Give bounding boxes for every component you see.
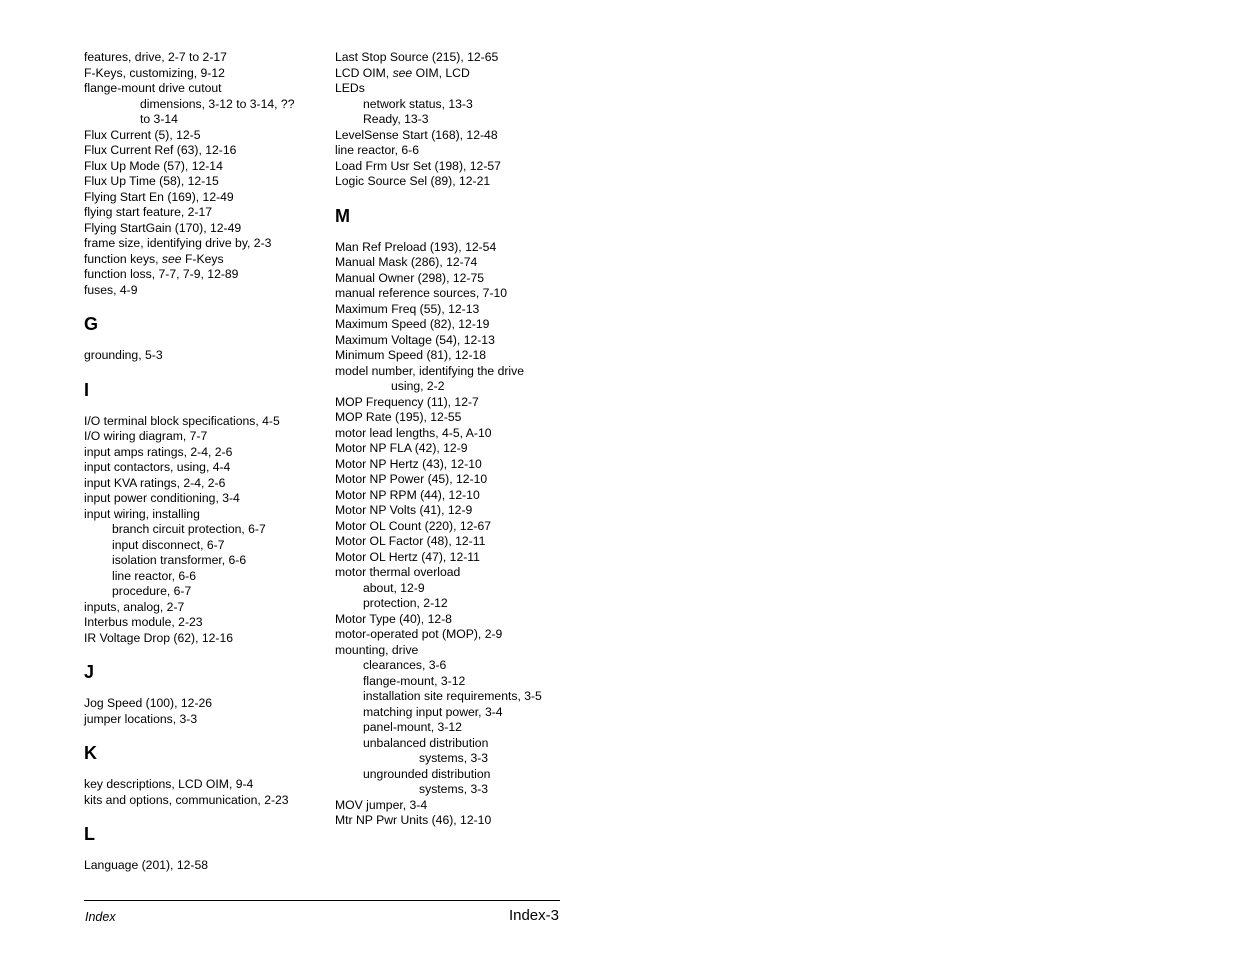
index-entry: I/O terminal block specifications, 4-5 <box>84 413 280 428</box>
index-entry: unbalanced distribution <box>363 735 489 750</box>
index-entry: model number, identifying the drive <box>335 363 525 378</box>
index-entry: Motor OL Count (220), 12-67 <box>335 518 492 533</box>
index-entry: flange-mount, 3-12 <box>363 673 466 688</box>
index-entry: branch circuit protection, 6-7 <box>112 522 266 536</box>
index-entry: function loss, 7-7, 7-9, 12-89 <box>84 267 239 281</box>
index-entry: Motor NP Power (45), 12-10 <box>335 472 488 486</box>
index-entry: Maximum Speed (82), 12-19 <box>335 317 490 331</box>
index-entry: Mtr NP Pwr Units (46), 12-10 <box>335 813 492 827</box>
index-entry: kits and options, communication, 2-23 <box>84 792 289 807</box>
index-entry: grounding, 5-3 <box>84 348 163 362</box>
index-entry: manual reference sources, 7-10 <box>335 286 508 300</box>
index-entry: F-Keys, customizing, 9-12 <box>84 65 225 80</box>
index-entry: input wiring, installing <box>84 506 200 521</box>
footer-section-name: Index <box>85 910 116 924</box>
index-entry: Flux Current (5), 12-5 <box>84 127 201 142</box>
index-entry: protection, 2-12 <box>363 596 448 610</box>
index-entry: flying start feature, 2-17 <box>84 205 213 219</box>
index-entry: Interbus module, 2-23 <box>84 615 203 629</box>
index-column-left <box>84 50 324 874</box>
index-entry: line reactor, 6-6 <box>335 143 420 157</box>
index-entry: line reactor, 6-6 <box>112 568 197 583</box>
index-entry: key descriptions, LCD OIM, 9-4 <box>84 777 254 791</box>
index-entry: flange-mount drive cutout <box>84 81 222 95</box>
index-entry: systems, 3-3 <box>419 782 489 796</box>
index-entry: frame size, identifying drive by, 2-3 <box>84 236 272 250</box>
index-entry: Jog Speed (100), 12-26 <box>84 696 213 710</box>
index-entry: mounting, drive <box>335 642 419 657</box>
index-entry: jumper locations, 3-3 <box>84 711 198 726</box>
index-entry: IR Voltage Drop (62), 12-16 <box>84 630 234 645</box>
index-entry: MOP Frequency (11), 12-7 <box>335 394 479 409</box>
index-entry: Motor OL Factor (48), 12-11 <box>335 534 486 548</box>
index-entry <box>84 252 324 268</box>
index-entry: Load Frm Usr Set (198), 12-57 <box>335 158 501 173</box>
index-entry: Flux Current Ref (63), 12-16 <box>84 143 237 157</box>
index-entry: LevelSense Start (168), 12-48 <box>335 127 498 142</box>
index-entry: Man Ref Preload (193), 12-54 <box>335 239 497 254</box>
index-letter-heading: M <box>335 205 350 226</box>
index-entry: I/O wiring diagram, 7-7 <box>84 429 208 443</box>
index-entry: features, drive, 2-7 to 2-17 <box>84 50 227 64</box>
index-entry: to 3-14 <box>140 112 178 126</box>
index-entry: Maximum Voltage (54), 12-13 <box>335 332 495 347</box>
index-entry: procedure, 6-7 <box>112 584 192 598</box>
index-entry-see: see <box>392 65 413 80</box>
index-entry-text: LCD OIM, <box>335 65 393 80</box>
index-entry: Language (201), 12-58 <box>84 858 209 872</box>
index-entry-target: OIM, LCD <box>412 65 470 80</box>
index-entry: Ready, 13-3 <box>363 112 429 126</box>
index-entry: using, 2-2 <box>391 379 445 393</box>
index-letter-heading: J <box>84 662 95 682</box>
index-entry: MOV jumper, 3-4 <box>335 797 428 812</box>
index-entry: Flux Up Time (58), 12-15 <box>84 174 219 188</box>
index-entry: Manual Owner (298), 12-75 <box>335 270 485 285</box>
index-letter-heading: G <box>84 314 99 334</box>
index-letter-heading: I <box>84 379 90 400</box>
index-entry: input KVA ratings, 2-4, 2-6 <box>84 475 226 490</box>
index-entry: Maximum Freq (55), 12-13 <box>335 301 480 316</box>
index-entry: about, 12-9 <box>363 580 425 595</box>
index-entry-target: F-Keys <box>181 251 224 266</box>
index-entry: network status, 13-3 <box>363 96 473 111</box>
index-entry: inputs, analog, 2-7 <box>84 599 185 614</box>
index-entry: isolation transformer, 6-6 <box>112 553 247 567</box>
index-entry: input contactors, using, 4-4 <box>84 460 231 474</box>
index-entry: dimensions, 3-12 to 3-14, ?? <box>140 96 295 111</box>
index-entry: Motor NP Volts (41), 12-9 <box>335 503 473 517</box>
index-entry: Motor NP RPM (44), 12-10 <box>335 487 480 502</box>
index-entry: Logic Source Sel (89), 12-21 <box>335 174 491 188</box>
index-entry: fuses, 4-9 <box>84 282 138 297</box>
index-column-right <box>335 50 565 829</box>
index-letter-heading: K <box>84 743 97 763</box>
index-entry: Flying StartGain (170), 12-49 <box>84 220 242 235</box>
index-entry: Motor OL Hertz (47), 12-11 <box>335 549 480 564</box>
index-entry: motor lead lengths, 4-5, A-10 <box>335 425 492 440</box>
index-letter-heading: L <box>84 824 95 844</box>
index-entry: input disconnect, 6-7 <box>112 537 225 552</box>
index-entry: Minimum Speed (81), 12-18 <box>335 348 487 362</box>
index-entry: input power conditioning, 3-4 <box>84 491 240 505</box>
footer-divider <box>84 900 560 901</box>
footer-page-number: Index-3 <box>508 907 559 924</box>
index-entry: Motor NP Hertz (43), 12-10 <box>335 456 482 471</box>
index-entry: installation site requirements, 3-5 <box>363 689 542 703</box>
index-entry: MOP Rate (195), 12-55 <box>335 410 462 424</box>
index-entry: motor thermal overload <box>335 565 461 579</box>
index-entry: systems, 3-3 <box>419 751 489 765</box>
index-entry: panel-mount, 3-12 <box>363 720 462 734</box>
index-entry: ungrounded distribution <box>363 766 491 781</box>
index-entry-see: see <box>161 251 182 266</box>
index-entry: LEDs <box>335 81 365 95</box>
index-entry: motor-operated pot (MOP), 2-9 <box>335 627 503 641</box>
index-entry: Flying Start En (169), 12-49 <box>84 189 234 204</box>
index-entry-text: function keys, <box>84 251 162 266</box>
index-entry: matching input power, 3-4 <box>363 704 503 719</box>
index-entry: Motor NP FLA (42), 12-9 <box>335 441 468 455</box>
index-entry: input amps ratings, 2-4, 2-6 <box>84 444 233 459</box>
index-entry: Flux Up Mode (57), 12-14 <box>84 158 223 173</box>
index-entry: Last Stop Source (215), 12-65 <box>335 50 499 64</box>
index-entry: Manual Mask (286), 12-74 <box>335 255 478 269</box>
index-entry: Motor Type (40), 12-8 <box>335 611 452 626</box>
index-entry: clearances, 3-6 <box>363 658 447 672</box>
index-entry <box>335 66 565 82</box>
